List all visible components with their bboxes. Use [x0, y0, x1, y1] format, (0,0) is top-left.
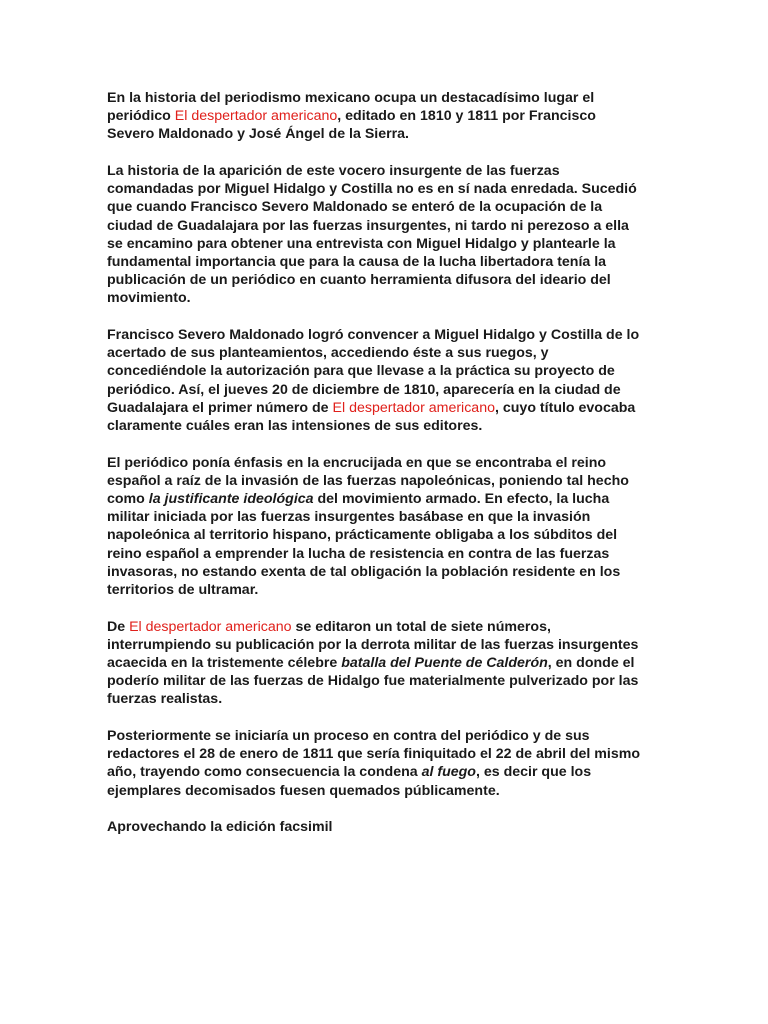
text-run: , cuyo título evocaba claramente cuáles eran las intensiones de sus editores. — [107, 399, 636, 435]
paragraph-6 — [107, 727, 647, 800]
text-run: se editaron un total de siete números, interrumpiendo su publicación por la derrota militar de las fuerzas insurgentes acaecida en la tristemente célebre — [107, 618, 639, 672]
paragraph-7 — [107, 818, 647, 836]
text-run: De — [107, 618, 130, 635]
text-run: Aprovechando la edición facsimil — [107, 819, 333, 836]
text-run: , editado en 1810 y 1811 por Francisco Severo Maldonado y José Ángel de la Sierra. — [107, 108, 596, 143]
text-run: En la historia del periodismo mexicano ocupa un destacadísimo lugar el periódico — [107, 90, 595, 125]
paragraph-5 — [107, 618, 647, 709]
newspaper-title: El despertador americano — [174, 108, 338, 125]
text-run: La historia de la aparición de este vocero insurgente de las fuerzas comandadas por Miguel Hidalgo y Costilla no es en sí nada enredada. Sucedió que cuando Francisco Severo Maldonado se enteró de la ocupación de la ciudad de Guadalajara por las fuerzas insurgentes, ni tardo ni perezoso a ella se encamino para obtener una entrevista con Miguel Hidalgo y plantearle la fundamental importancia que para la causa de la lucha libertadora tenía la publicación de un periódico en cuanto herramienta difusora del ideario del movimiento. — [107, 163, 637, 307]
italic-phrase: al fuego — [421, 764, 476, 781]
paragraph-3 — [107, 326, 647, 435]
newspaper-title: El despertador americano — [129, 618, 292, 635]
italic-phrase: batalla del Puente de Calderón — [341, 655, 548, 672]
text-run: El periódico ponía énfasis en la encrucijada en que se encontraba el reino español a raíz de la invasión de las fuerzas napoleónicas, poniendo tal hecho como — [107, 454, 629, 508]
document-body — [107, 89, 647, 855]
paragraph-2 — [107, 162, 647, 308]
italic-phrase: la justificante ideológica — [148, 491, 314, 508]
text-run: Posteriormente se iniciaría un proceso en contra del periódico y de sus redactores el 28 de enero de 1811 que sería finiquitado el 22 de abril del mismo año, trayendo como consecuencia la condena — [107, 728, 641, 781]
newspaper-title: El despertador americano — [332, 399, 495, 416]
paragraph-1 — [107, 89, 647, 144]
text-run: del movimiento armado. En efecto, la lucha militar iniciada por las fuerzas insurgentes basábase en que la invasión napoleónica al territorio hispano, prácticamente obligaba a los súbditos del reino español a emprender la lucha de resistencia en contra de las fuerzas invasoras, no estando exenta de tal obligación la población residente en los territorios de ultramar. — [107, 491, 621, 599]
text-run: Francisco Severo Maldonado logró convencer a Miguel Hidalgo y Costilla de lo acertado de sus planteamientos, accediendo éste a sus ruegos, y concediéndole la autorización para que llevase a la práctica su proyecto de periódico. Así, el jueves 20 de diciembre de 1810, aparecería en la ciudad de Guadalajara el primer número de — [107, 327, 640, 416]
text-run: , es decir que los ejemplares decomisados fuesen quemados públicamente. — [107, 764, 592, 799]
paragraph-4 — [107, 454, 647, 600]
text-run: , en donde el poderío militar de las fuerzas de Hidalgo fue materialmente pulverizado por las fuerzas realistas. — [107, 655, 639, 708]
